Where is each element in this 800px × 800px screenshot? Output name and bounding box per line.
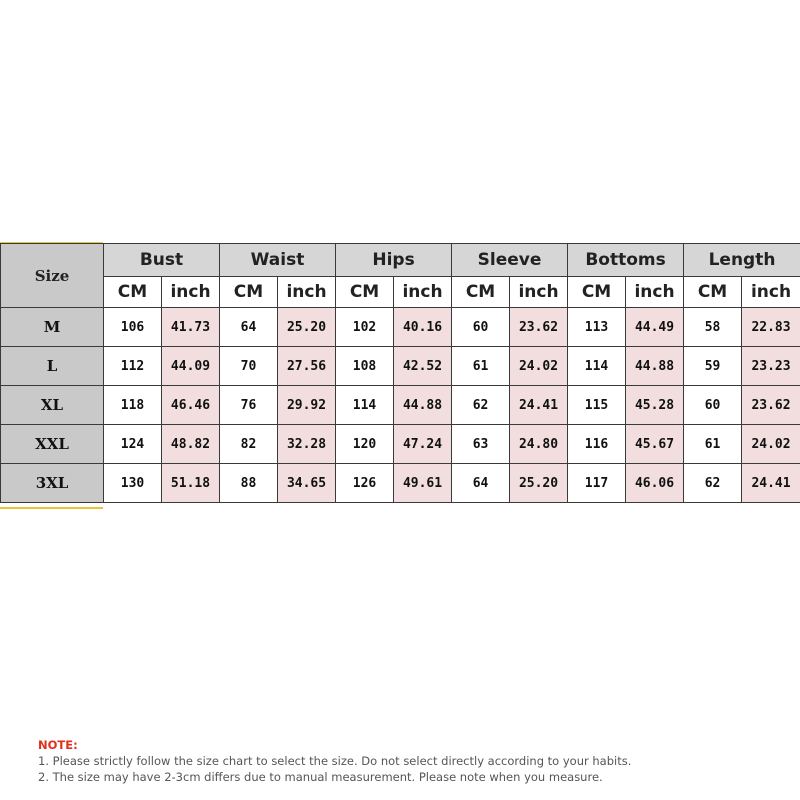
inch-value-cell: 44.49 [626,308,684,347]
cm-value-cell: 82 [220,425,278,464]
group-header-hips: Hips [336,244,452,277]
inch-value-cell: 40.16 [394,308,452,347]
cm-value-cell: 102 [336,308,394,347]
note-line-1: 1. Please strictly follow the size chart to select the size. Do not select directly according to your habits. [38,754,632,768]
note-title: NOTE: [38,738,78,752]
cm-value-cell: 126 [336,464,394,503]
inch-value-cell: 46.46 [162,386,220,425]
size-chart-body [1,308,800,503]
cm-value-cell: 115 [568,386,626,425]
cm-value-cell: 59 [684,347,742,386]
inch-value-cell: 51.18 [162,464,220,503]
inch-value-cell: 32.28 [278,425,336,464]
inch-value-cell: 24.41 [510,386,568,425]
unit-header-inch: inch [510,277,568,308]
cm-value-cell: 61 [452,347,510,386]
cm-value-cell: 120 [336,425,394,464]
inch-value-cell: 45.67 [626,425,684,464]
inch-value-cell: 48.82 [162,425,220,464]
group-header-sleeve: Sleeve [452,244,568,277]
cm-value-cell: 58 [684,308,742,347]
table-row [1,308,800,347]
inch-value-cell: 49.61 [394,464,452,503]
size-column-header: Size [1,244,104,308]
inch-value-cell: 25.20 [278,308,336,347]
group-header-bust: Bust [104,244,220,277]
cm-value-cell: 88 [220,464,278,503]
cm-value-cell: 64 [220,308,278,347]
inch-value-cell: 44.88 [394,386,452,425]
inch-value-cell: 44.09 [162,347,220,386]
cm-value-cell: 63 [452,425,510,464]
inch-value-cell: 25.20 [510,464,568,503]
inch-value-cell: 45.28 [626,386,684,425]
unit-header-row [1,277,800,308]
unit-header-cm: CM [568,277,626,308]
size-label-cell: XXL [1,425,104,464]
cm-value-cell: 76 [220,386,278,425]
inch-value-cell: 47.24 [394,425,452,464]
size-header-bottom-accent [0,507,103,509]
inch-value-cell: 41.73 [162,308,220,347]
inch-value-cell: 34.65 [278,464,336,503]
inch-value-cell: 42.52 [394,347,452,386]
cm-value-cell: 116 [568,425,626,464]
table-row [1,464,800,503]
cm-value-cell: 61 [684,425,742,464]
cm-value-cell: 114 [336,386,394,425]
cm-value-cell: 70 [220,347,278,386]
inch-value-cell: 24.80 [510,425,568,464]
unit-header-cm: CM [220,277,278,308]
unit-header-cm: CM [684,277,742,308]
unit-header-cm: CM [336,277,394,308]
cm-value-cell: 114 [568,347,626,386]
inch-value-cell: 24.02 [742,425,800,464]
cm-value-cell: 62 [684,464,742,503]
group-header-length: Length [684,244,800,277]
table-row [1,425,800,464]
group-header-row [1,244,800,277]
inch-value-cell: 23.62 [742,386,800,425]
size-label-cell: 3XL [1,464,104,503]
unit-header-inch: inch [394,277,452,308]
cm-value-cell: 106 [104,308,162,347]
unit-header-cm: CM [104,277,162,308]
unit-header-cm: CM [452,277,510,308]
table-row [1,347,800,386]
cm-value-cell: 64 [452,464,510,503]
inch-value-cell: 22.83 [742,308,800,347]
group-header-waist: Waist [220,244,336,277]
note-line-2: 2. The size may have 2-3cm differs due to manual measurement. Please note when you measure. [38,770,603,784]
cm-value-cell: 113 [568,308,626,347]
inch-value-cell: 23.62 [510,308,568,347]
cm-value-cell: 108 [336,347,394,386]
unit-header-inch: inch [278,277,336,308]
cm-value-cell: 118 [104,386,162,425]
size-label-cell: L [1,347,104,386]
cm-value-cell: 112 [104,347,162,386]
size-label-cell: M [1,308,104,347]
inch-value-cell: 24.41 [742,464,800,503]
size-chart-table [0,243,800,503]
cm-value-cell: 117 [568,464,626,503]
inch-value-cell: 29.92 [278,386,336,425]
table-row [1,386,800,425]
inch-value-cell: 44.88 [626,347,684,386]
cm-value-cell: 130 [104,464,162,503]
cm-value-cell: 60 [452,308,510,347]
inch-value-cell: 27.56 [278,347,336,386]
inch-value-cell: 23.23 [742,347,800,386]
cm-value-cell: 60 [684,386,742,425]
cm-value-cell: 124 [104,425,162,464]
unit-header-inch: inch [626,277,684,308]
unit-header-inch: inch [162,277,220,308]
group-header-bottoms: Bottoms [568,244,684,277]
inch-value-cell: 24.02 [510,347,568,386]
inch-value-cell: 46.06 [626,464,684,503]
cm-value-cell: 62 [452,386,510,425]
size-note [38,737,778,785]
size-label-cell: XL [1,386,104,425]
unit-header-inch: inch [742,277,800,308]
